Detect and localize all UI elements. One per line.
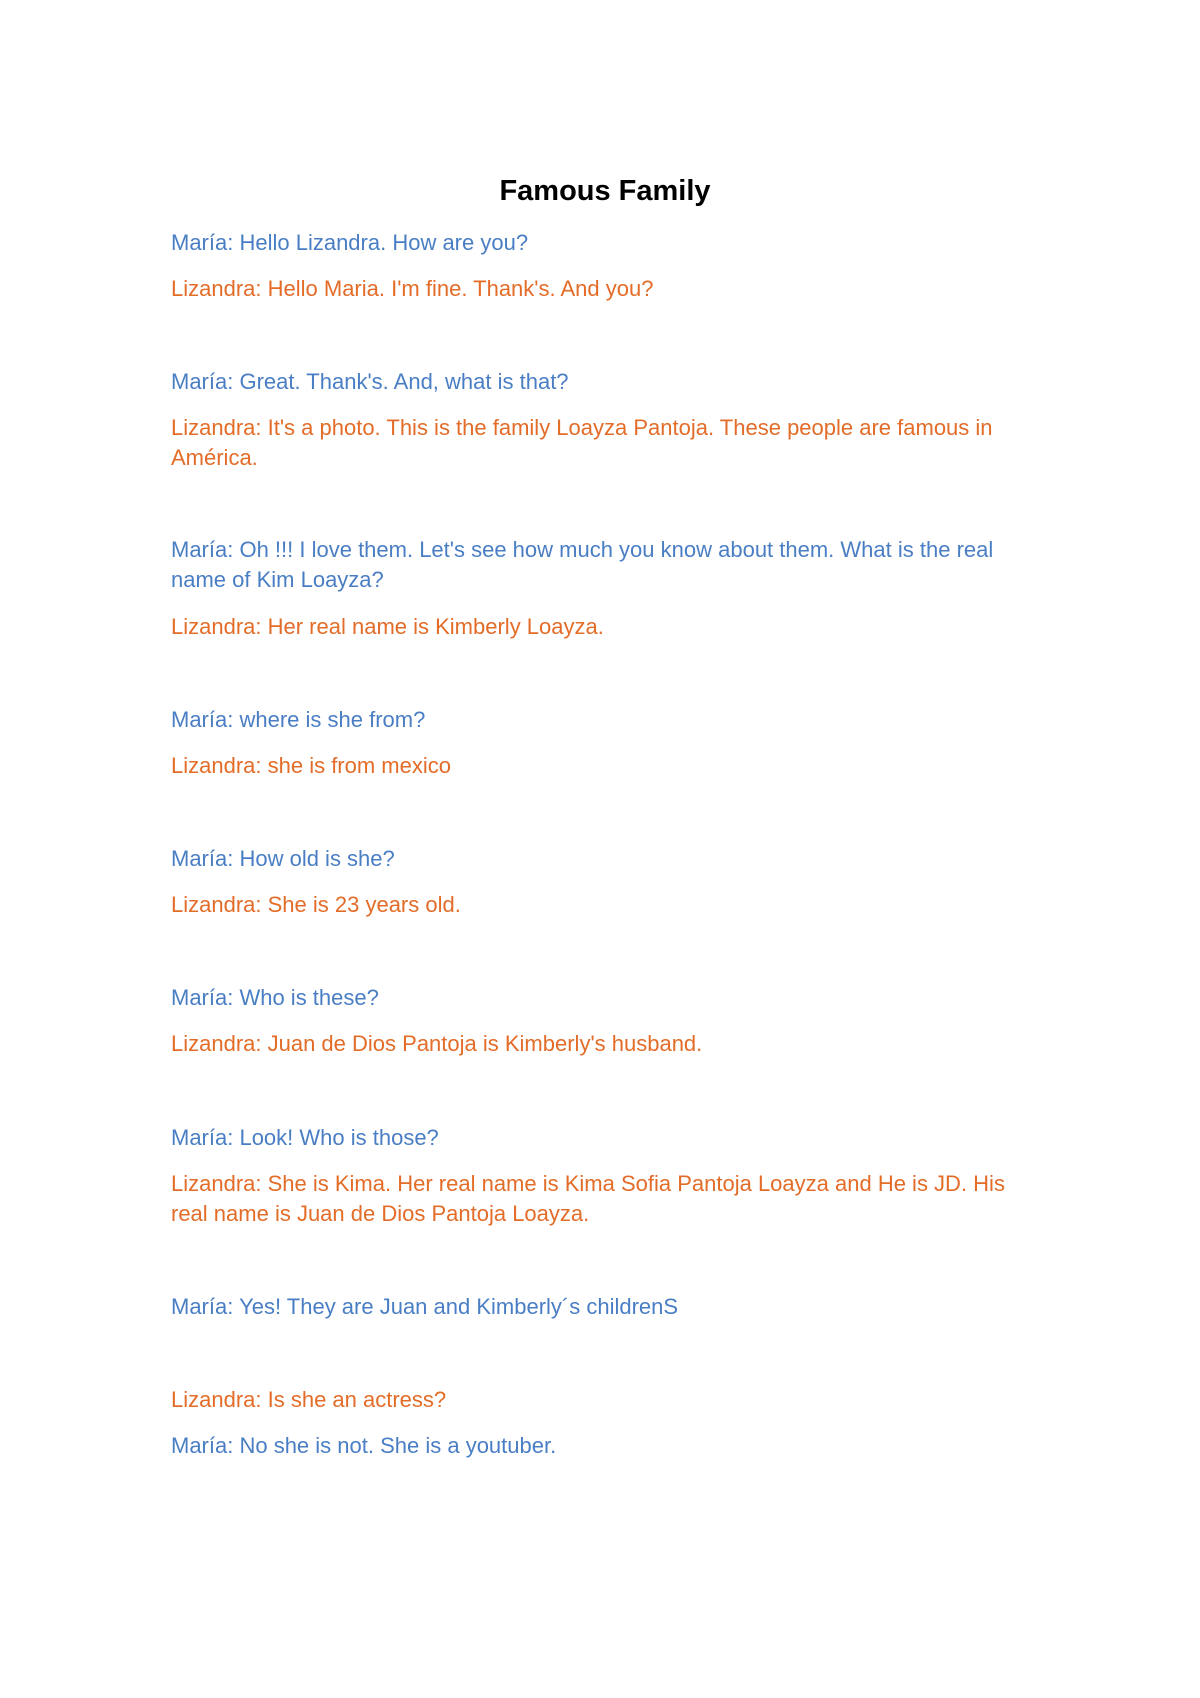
dialogue-line-lizandra: Lizandra: She is Kima. Her real name is Kima Sofia Pantoja Loayza and He is JD. His real name is Juan de Dios Pantoja Loayza.: [171, 1171, 1012, 1226]
document-title: Famous Family: [499, 175, 711, 207]
dialogue-line-maria: María: Look! Who is those?: [171, 1125, 439, 1150]
dialogue-line-maria: María: Yes! They are Juan and Kimberly´s childrenS: [171, 1294, 679, 1319]
dialogue-line-maria: María: Who is these?: [171, 985, 379, 1010]
dialogue-line-lizandra: Lizandra: Is she an actress?: [171, 1387, 447, 1412]
dialogue-line-maria: María: Oh !!! I love them. Let's see how much you know about them. What is the real name of Kim Loayza?: [171, 537, 1000, 592]
dialogue-line-maria: María: where is she from?: [171, 707, 426, 732]
dialogue-line-maria: María: How old is she?: [171, 846, 395, 871]
dialogue-line-maria: María: No she is not. She is a youtuber.: [171, 1433, 557, 1458]
dialogue-line-lizandra: Lizandra: Hello Maria. I'm fine. Thank's. And you?: [171, 276, 654, 301]
dialogue-line-lizandra: Lizandra: Juan de Dios Pantoja is Kimberly's husband.: [171, 1031, 703, 1056]
dialogue-line-lizandra: Lizandra: She is 23 years old.: [171, 892, 461, 917]
dialogue-line-lizandra: Lizandra: Her real name is Kimberly Loayza.: [171, 614, 604, 639]
dialogue-line-lizandra: Lizandra: she is from mexico: [171, 753, 451, 778]
dialogue-line-lizandra: Lizandra: It's a photo. This is the family Loayza Pantoja. These people are famous in América.: [171, 415, 998, 470]
dialogue-line-maria: María: Hello Lizandra. How are you?: [171, 230, 529, 255]
dialogue-line-maria: María: Great. Thank's. And, what is that?: [171, 369, 569, 394]
